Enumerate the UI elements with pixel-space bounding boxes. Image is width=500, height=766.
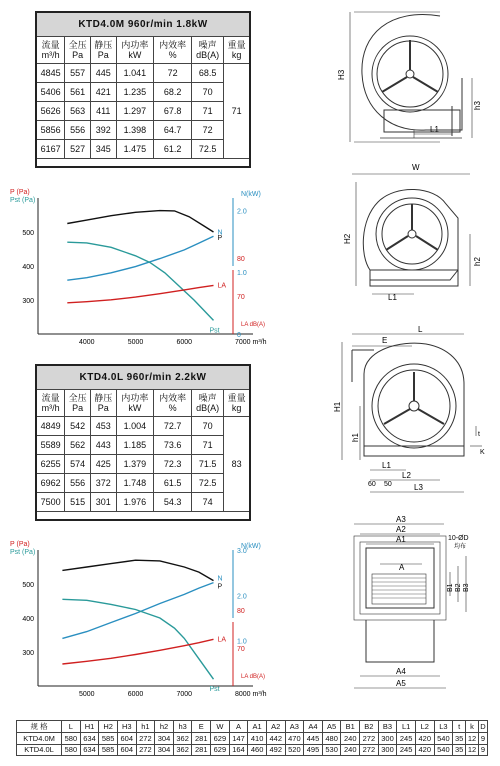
dims-cell: 35 [453,733,466,745]
table-row: 7500 515 301 1.976 54.3 74 [37,493,250,512]
dims-cell: 362 [173,744,192,756]
col-header-flow: 流量 m³/h [37,37,65,64]
series-line-p [67,211,213,232]
dim-label-a2: A2 [396,525,406,534]
dims-cell: 245 [397,744,416,756]
series-label-p: P [217,235,223,242]
dims-header-cell: h1 [136,721,155,733]
col-header-total-pressure: 全压 Pa [65,390,91,417]
series-line-pst [62,599,213,679]
dims-cell: 240 [341,744,360,756]
y-tick-label-n: 1.0 [237,638,247,646]
dims-cell: 410 [248,733,267,745]
dims-cell: 480 [322,733,341,745]
table-row: 5406 561 421 1.235 68.2 70 [37,83,250,102]
side-view-drawing [330,160,490,310]
dim-label-h1-upper: H1 [333,401,342,412]
dims-cell: 300 [378,744,397,756]
table-row: 4849 542 453 1.004 72.7 70 83 [37,417,250,436]
dims-cell: 520 [285,744,304,756]
table-row: 5626 563 411 1.297 67.8 71 [37,102,250,121]
dims-cell: 634 [80,744,99,756]
y-tick-label-p: 500 [22,582,34,589]
dims-cell: 240 [341,733,360,745]
x-tick-label: 7000 [176,691,193,698]
series-line-la [62,639,213,664]
dims-cell: 420 [415,733,434,745]
dim-label-a3: A3 [396,515,406,524]
y-tick-label-la: 70 [237,646,245,653]
dims-cell: 281 [192,733,211,745]
dims-header-cell: L [62,721,81,733]
dims-cell: 634 [80,733,99,745]
col-header-static-pressure: 静压 Pa [90,37,116,64]
dim-label-l1: L1 [382,461,391,470]
dims-cell: 9 [478,733,487,745]
y-tick-label-la: 80 [237,608,245,615]
dims-cell: 12 [466,733,479,745]
dim-label-h1-lower: h1 [351,433,360,442]
dim-label-l2: L2 [402,471,411,480]
dims-header-cell: H2 [99,721,118,733]
dim-label-h2-upper: H2 [343,233,352,244]
dims-cell: 604 [117,733,136,745]
dims-header-cell: B1 [341,721,360,733]
col-header-weight: 重量 kg [224,37,250,64]
table-row [17,744,488,756]
y-tick-label-n: 0 [237,332,241,339]
y-axis-label-la: LA dB(A) [241,322,266,328]
x-unit-label: 7000 m³/h [235,339,267,346]
y-tick-label-n: 1.0 [237,270,247,278]
dim-label-a1: A1 [396,535,406,544]
dims-cell: 629 [211,733,230,745]
y-tick-label-n: 3.0 [237,548,247,555]
dims-header-cell: H3 [117,721,136,733]
table-title: KTD4.0L 960r/min 2.2kW [37,366,250,390]
dims-header-cell: A1 [248,721,267,733]
series-label-n: N [217,229,223,237]
series-line-pst [67,242,213,320]
y-tick-label-p: 400 [22,264,34,271]
dims-cell: 460 [248,744,267,756]
dims-cell: 442 [266,733,285,745]
dims-cell: 470 [285,733,304,745]
dim-label-l: L [418,325,423,334]
dim-label-t: t [478,431,480,438]
table-row: 5589 562 443 1.185 73.6 71 [37,436,250,455]
dims-cell: 245 [397,733,416,745]
y-axis-label-n: N(kW) [241,191,261,198]
dim-label-a: A [399,563,405,572]
performance-chart-ktd40m [8,186,286,354]
dims-cell: 304 [155,744,174,756]
dims-cell: 272 [136,733,155,745]
dimensions-header-row [17,721,488,733]
dim-label-60: 60 [368,481,376,488]
col-header-power: 内功率 kW [116,37,154,64]
dims-header-cell: h2 [155,721,174,733]
table-row: 6167 527 345 1.475 61.2 72.5 [37,140,250,159]
dim-label-l1: L1 [430,125,439,134]
dims-cell: 580 [62,733,81,745]
x-tick-label: 6000 [176,339,193,346]
col-header-efficiency: 内效率 % [154,390,192,417]
dims-cell: 12 [466,744,479,756]
dim-label-e: E [382,336,388,345]
dims-header-cell: A4 [304,721,323,733]
dims-cell: 304 [155,733,174,745]
y-axis-label-pst: Pst (Pa) [10,197,36,204]
dim-label-a4: A4 [396,667,406,676]
col-header-noise: 噪声 dB(A) [192,37,224,64]
dim-label-h3-lower: h3 [473,101,482,110]
table-row [17,733,488,745]
col-header-flow: 流量 m³/h [37,390,65,417]
dim-label-b2: B2 [455,583,462,592]
x-tick-label: 5000 [127,339,144,346]
dims-cell: 281 [192,744,211,756]
table-row: 6255 574 425 1.379 72.3 71.5 [37,455,250,474]
table-row: 5856 556 392 1.398 64.7 72 [37,121,250,140]
series-label-p: P [217,583,223,591]
table-row: 4845 557 445 1.041 72 68.5 71 [37,64,250,83]
dim-label-k: K [480,449,485,456]
dims-header-cell: D [480,722,486,731]
col-header-total-pressure: 全压 Pa [65,37,91,64]
dims-header-cell: k [466,721,479,733]
dim-label-50: 50 [384,481,392,488]
y-tick-label-n: 2.0 [237,208,247,216]
series-label-la: LA [217,282,227,290]
dims-cell: 272 [360,733,379,745]
dims-cell: 629 [211,744,230,756]
series-label-n: N [217,575,223,583]
dim-label-holes-note: 均布 [454,544,467,550]
dims-cell: 300 [378,733,397,745]
col-header-efficiency: 内效率 % [154,37,192,64]
dims-cell: 164 [229,744,248,756]
dims-cell: 9 [478,744,487,756]
col-header-noise: 噪声 dB(A) [192,390,224,417]
dims-cell: 540 [434,744,453,756]
performance-chart-ktd40l [8,538,286,706]
dims-header-cell: 规 格 [17,721,62,733]
performance-table-ktd40l [36,365,250,512]
dims-header-cell: A2 [266,721,285,733]
y-axis-label-n: N(kW) [241,543,261,550]
dim-label-h2-lower: h2 [473,257,482,266]
dim-label-l1: L1 [388,293,397,302]
dims-cell: 272 [360,744,379,756]
dims-cell: KTD4.0M [17,733,62,745]
dims-cell: 580 [62,744,81,756]
x-tick-label: 4000 [78,339,95,346]
dims-header-cell: A [229,721,248,733]
dim-label-l3: L3 [414,483,423,492]
x-tick-label: 6000 [127,691,144,698]
y-tick-label-p: 500 [22,230,34,237]
dims-cell: 585 [99,733,118,745]
dim-label-b1: B1 [447,583,454,592]
dims-header-cell: L1 [397,721,416,733]
y-axis-label-p: P (Pa) [10,189,30,196]
dims-cell: 35 [453,744,466,756]
dim-label-h3-upper: H3 [337,69,346,80]
front-view-drawing [330,6,490,156]
dims-header-cell: t [453,721,466,733]
series-label-pst: Pst [209,327,220,335]
dims-header-cell: H1 [80,721,99,733]
dims-cell: 272 [136,744,155,756]
dims-cell: 445 [304,733,323,745]
dims-cell: 420 [415,744,434,756]
dims-cell: 530 [322,744,341,756]
weight-cell: 83 [224,417,250,512]
col-header-weight: 重量 kg [224,390,250,417]
series-label-la: LA [217,636,227,644]
dims-header-cell: B3 [378,721,397,733]
dims-cell: 604 [117,744,136,756]
y-tick-label-p: 300 [22,650,34,657]
dims-cell: 585 [99,744,118,756]
y-tick-label-p: 400 [22,616,34,623]
x-tick-label: 5000 [78,691,95,698]
y-axis-label-pst: Pst (Pa) [10,549,36,556]
dims-header-cell: W [211,721,230,733]
elevation-drawing [330,322,495,502]
dimensions-table [16,720,488,756]
dims-header-cell: L2 [415,721,434,733]
dims-cell: 147 [229,733,248,745]
dims-cell: 492 [266,744,285,756]
y-tick-label-n: 2.0 [237,593,247,601]
dim-label-w: W [412,163,420,172]
series-line-p [62,560,213,580]
x-unit-label: 8000 m³/h [235,691,267,698]
dims-cell: 540 [434,733,453,745]
dims-header-cell: A5 [322,721,341,733]
dims-header-cell: A3 [285,721,304,733]
dims-cell: 495 [304,744,323,756]
dims-header-cell: B2 [360,721,379,733]
table-title: KTD4.0M 960r/min 1.8kW [37,13,250,37]
y-tick-label-la: 80 [237,256,245,263]
y-tick-label-la: 70 [237,294,245,301]
col-header-power: 内功率 kW [116,390,154,417]
dims-cell: 362 [173,733,192,745]
dim-label-b3: B3 [463,583,470,592]
top-view-drawing [344,512,494,700]
performance-table-ktd40m [36,12,250,159]
table-row: 6962 556 372 1.748 61.5 72.5 [37,474,250,493]
dim-label-a5: A5 [396,679,406,688]
y-tick-label-p: 300 [22,298,34,305]
weight-cell: 71 [224,64,250,159]
y-axis-label-p: P (Pa) [10,541,30,548]
col-header-static-pressure: 静压 Pa [90,390,116,417]
dims-header-cell: E [192,721,211,733]
dim-label-holes: 10-ØD [448,535,469,542]
dims-header-cell: h3 [173,721,192,733]
dims-header-cell: L3 [434,721,453,733]
y-axis-label-la: LA dB(A) [241,674,266,680]
dims-cell: KTD4.0L [17,744,62,756]
series-line-la [67,285,213,302]
series-label-pst: Pst [209,686,220,694]
